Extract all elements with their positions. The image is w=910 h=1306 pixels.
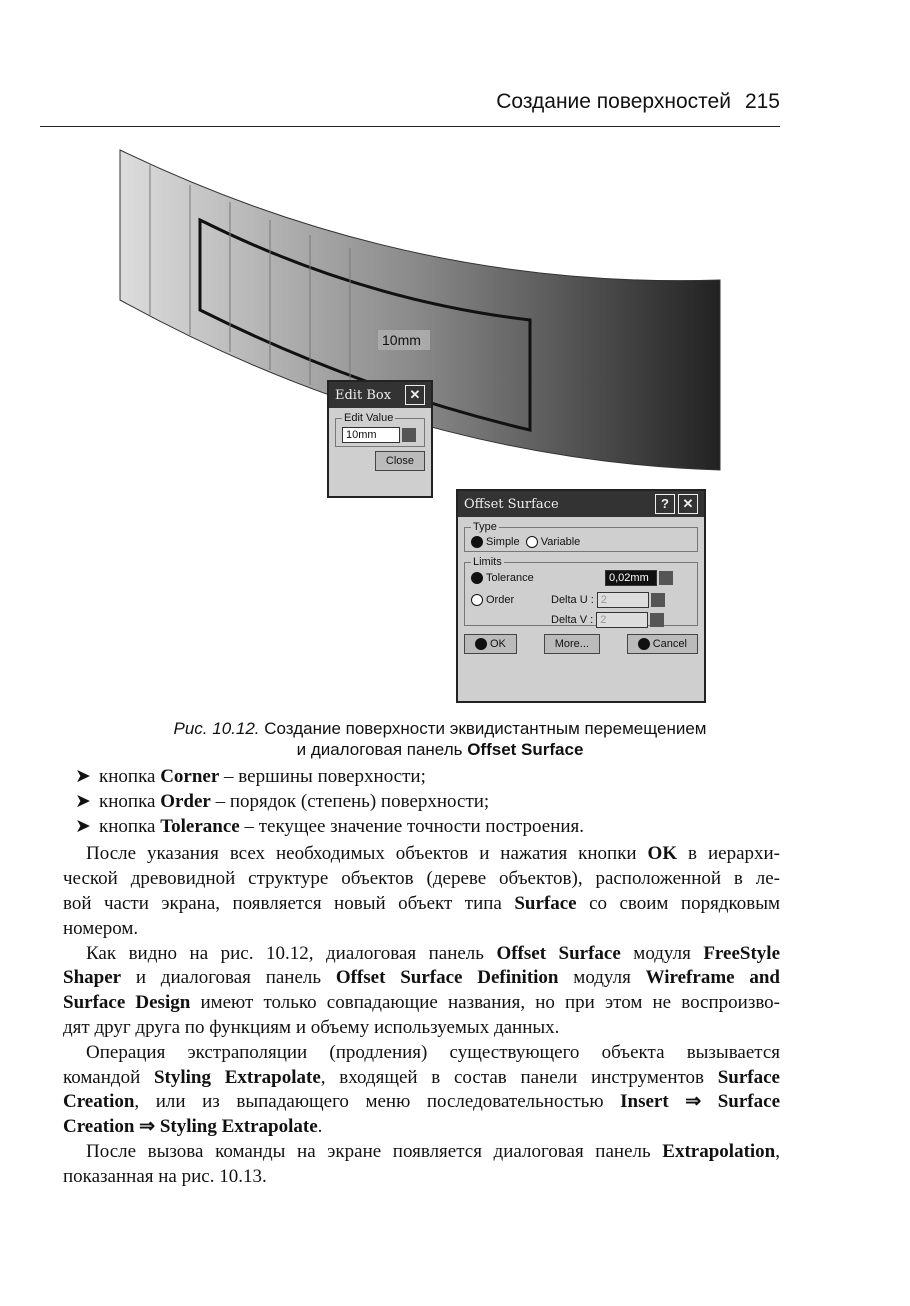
header-rule (40, 126, 780, 127)
order-label: Order (486, 594, 515, 607)
text-segment: модуля (620, 942, 704, 964)
ok-label: OK (490, 638, 506, 651)
more-button[interactable]: More... (544, 634, 600, 654)
text-segment: ческой древовидной структуре объектов (дереве объектов), расположенной в ле- (63, 868, 780, 890)
simple-label: Simple (486, 536, 520, 548)
bold-term: Insert ⇒ Surface (620, 1091, 780, 1113)
page-number: 215 (744, 90, 780, 113)
text-line (63, 892, 780, 917)
delta-u-input[interactable]: 2 (597, 592, 649, 608)
bold-term: Creation (63, 1091, 135, 1113)
bold-term: Wireframe and (645, 967, 780, 989)
bold-term: Offset Surface Definition (335, 967, 559, 989)
text-line (63, 991, 780, 1016)
spinner-icon[interactable] (651, 593, 665, 607)
header-title: Создание поверхностей (496, 90, 731, 113)
text-line (63, 842, 780, 867)
bold-term: FreeStyle (703, 942, 780, 964)
radio-tolerance[interactable] (471, 572, 483, 584)
text-line (63, 867, 780, 892)
delta-v-label: Delta V : (551, 614, 594, 627)
running-header (482, 90, 780, 114)
paragraph (63, 1140, 780, 1190)
spinner-icon[interactable] (402, 428, 416, 442)
text-segment: в иерархи- (677, 843, 780, 865)
close-icon[interactable]: ✕ (678, 494, 698, 514)
text-segment: Как видно на рис. 10.12, диалоговая панель (86, 942, 497, 964)
text-segment: модуля (558, 967, 646, 989)
text-line (63, 1140, 780, 1165)
arrow-bullet-icon: ➤ (75, 815, 91, 837)
text-segment: , (775, 1140, 780, 1162)
text-line (63, 917, 780, 942)
text-segment: кнопка (99, 766, 161, 787)
dialog-title: Offset Surface (464, 496, 559, 512)
text-segment: номером. (63, 917, 139, 939)
body-text (63, 765, 780, 1190)
bullet-item (63, 790, 780, 815)
paragraph (63, 1041, 780, 1140)
bold-term: Surface (717, 1066, 780, 1088)
arrow-bullet-icon: ➤ (75, 766, 91, 787)
caption-prefix: Рис. 10.12. (173, 719, 260, 738)
text-segment: со своим порядковым (576, 892, 781, 914)
limits-label: Limits (473, 556, 502, 569)
offset-surface-dialog (456, 489, 706, 703)
spinner-icon[interactable] (650, 613, 664, 627)
type-label: Type (473, 521, 497, 533)
bold-term: Shaper (63, 967, 122, 989)
bold-term: OK (647, 843, 678, 865)
arrow-bullet-icon: ➤ (75, 790, 91, 812)
edit-box-dialog (327, 380, 433, 498)
text-segment: . (317, 1116, 323, 1138)
text-line (63, 1115, 780, 1140)
text-segment: кнопка (99, 815, 161, 837)
text-line (63, 1165, 780, 1190)
text-segment: После указания всех необходимых объектов и нажатия кнопки (86, 843, 648, 865)
edit-value-label: Edit Value (344, 412, 394, 424)
bold-term: Corner (160, 766, 220, 787)
tolerance-label: Tolerance (486, 572, 534, 585)
dimension-label: 10mm (382, 332, 421, 348)
edit-box-title: Edit Box (335, 387, 392, 403)
text-segment: кнопка (99, 790, 161, 812)
text-segment: показанная на рис. 10.13. (63, 1165, 267, 1187)
text-line (63, 1066, 780, 1091)
bullet-item (63, 765, 780, 790)
text-segment: – текущее значение точности построения. (239, 815, 585, 837)
text-line (63, 1016, 780, 1041)
bold-term: Tolerance (160, 815, 240, 837)
bold-term: Creation ⇒ Styling Extrapolate (63, 1116, 318, 1138)
radio-order[interactable] (471, 594, 483, 606)
text-segment: дят друг друга по функциям и объему используемых данных. (63, 1016, 560, 1038)
text-segment: , входящей в состав панели инструментов (320, 1066, 718, 1088)
close-icon[interactable]: ✕ (405, 385, 425, 405)
bold-term: Extrapolation (662, 1140, 776, 1162)
cancel-icon (638, 638, 650, 650)
bold-term: Order (160, 790, 211, 812)
caption-line2: и диалоговая панель (296, 740, 468, 759)
tolerance-input[interactable]: 0,02mm (605, 570, 657, 586)
radio-simple[interactable] (471, 536, 483, 548)
bold-term: Surface Design (63, 992, 191, 1014)
paragraph (63, 842, 780, 941)
text-line (63, 1041, 780, 1066)
radio-variable[interactable] (526, 536, 538, 548)
text-segment: – порядок (степень) поверхности; (210, 790, 490, 812)
cancel-button[interactable] (627, 634, 698, 654)
text-segment: имеют только совпадающие названия, но при этом не воспроизво- (190, 992, 780, 1014)
ok-icon (475, 638, 487, 650)
ok-button[interactable] (464, 634, 517, 654)
delta-v-input[interactable]: 2 (596, 612, 648, 628)
text-segment: Операция экстраполяции (продления) существующего объекта вызывается (86, 1041, 780, 1063)
text-segment: и диалоговая панель (121, 967, 336, 989)
figure-caption (0, 718, 880, 760)
bold-term: Surface (514, 892, 577, 914)
text-line (63, 966, 780, 991)
text-segment: , или из выпадающего меню последовательностью (134, 1091, 621, 1113)
bold-term: Styling Extrapolate (153, 1066, 321, 1088)
text-segment: вой части экрана, появляется новый объект типа (63, 892, 515, 914)
cancel-label: Cancel (652, 638, 687, 651)
text-line (63, 1090, 780, 1115)
text-line (63, 942, 780, 967)
text-segment: командой (63, 1066, 154, 1088)
paragraph (63, 942, 780, 1041)
edit-value-input[interactable]: 10mm (342, 427, 400, 443)
spinner-icon[interactable] (659, 571, 673, 585)
variable-label: Variable (540, 536, 581, 548)
help-button[interactable]: ? (655, 494, 675, 514)
caption-line1: Создание поверхности эквидистантным перемещением (259, 719, 707, 738)
close-button[interactable]: Close (375, 451, 425, 471)
bullet-item (63, 815, 780, 840)
delta-u-label: Delta U : (551, 594, 594, 607)
caption-bold: Offset Surface (467, 740, 584, 759)
text-segment: – вершины поверхности; (219, 766, 426, 787)
bold-term: Offset Surface (496, 942, 621, 964)
text-segment: После вызова команды на экране появляется диалоговая панель (86, 1140, 663, 1162)
